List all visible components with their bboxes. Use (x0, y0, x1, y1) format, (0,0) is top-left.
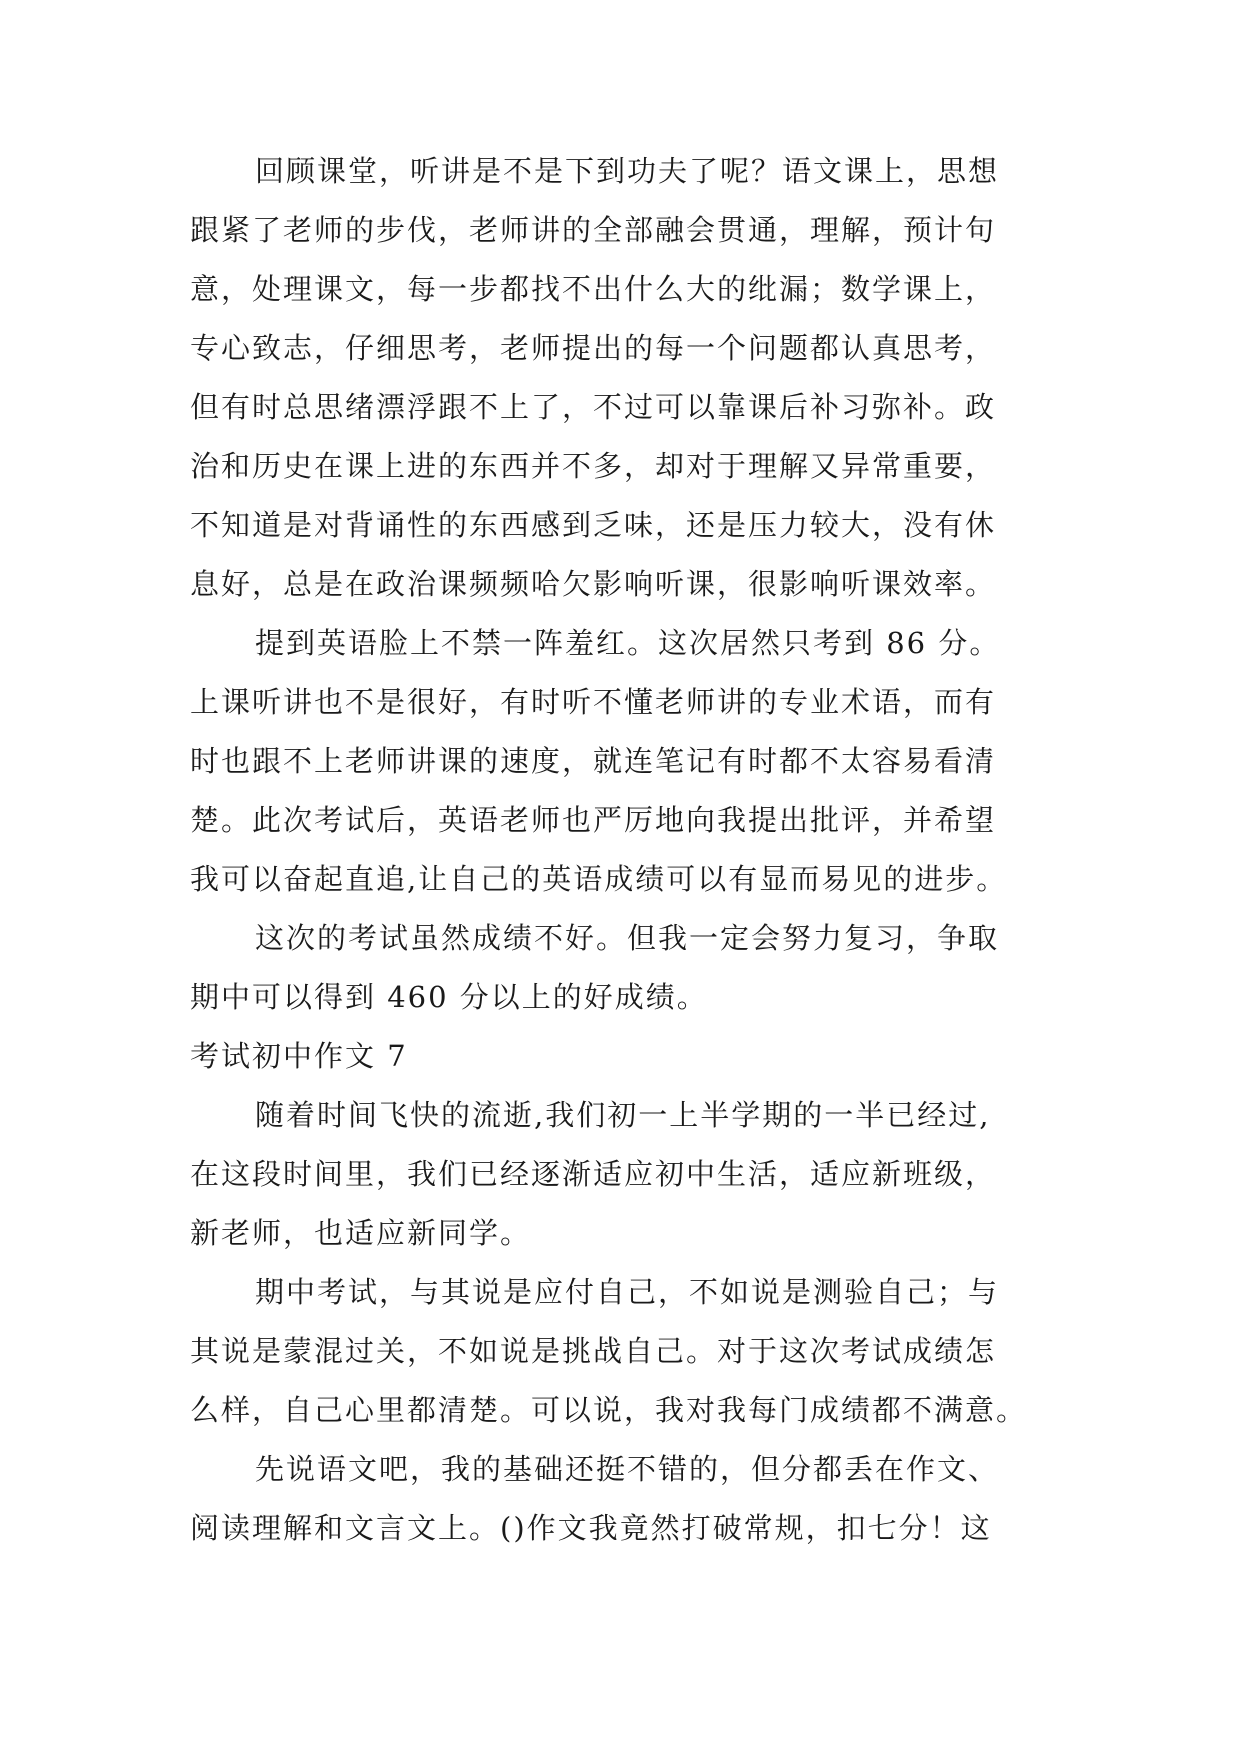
paragraph-line: 这次的考试虽然成绩不好。但我一定会努力复习，争取 (255, 921, 1000, 955)
paragraph-line: 楚。此次考试后，英语老师也严厉地向我提出批评，并希望 (190, 803, 997, 837)
paragraph-line: 阅读理解和文言文上。()作文我竟然打破常规，扣七分！这 (190, 1511, 992, 1545)
paragraph-line: 提到英语脸上不禁一阵羞红。这次居然只考到 86 分。 (255, 626, 1001, 660)
paragraph-line: 跟紧了老师的步伐，老师讲的全部融会贯通，理解，预计句 (190, 213, 997, 247)
section-heading: 考试初中作文 7 (190, 1039, 408, 1073)
paragraph-line: 其说是蒙混过关，不如说是挑战自己。对于这次考试成绩怎 (190, 1334, 997, 1368)
paragraph-line: 期中考试，与其说是应付自己，不如说是测验自己；与 (255, 1275, 1000, 1309)
paragraph-line: 但有时总思绪漂浮跟不上了，不过可以靠课后补习弥补。政 (190, 390, 997, 424)
paragraph-line: 我可以奋起直追,让自己的英语成绩可以有显而易见的进步。 (190, 862, 1008, 896)
paragraph-line: 息好，总是在政治课频频哈欠影响听课，很影响听课效率。 (190, 567, 997, 601)
paragraph-line: 治和历史在课上进的东西并不多，却对于理解又异常重要， (190, 449, 997, 483)
paragraph-line: 上课听讲也不是很好，有时听不懂老师讲的专业术语，而有 (190, 685, 997, 719)
paragraph-line: 在这段时间里，我们已经逐渐适应初中生活，适应新班级， (190, 1157, 997, 1191)
paragraph-line: 回顾课堂，听讲是不是下到功夫了呢？语文课上，思想 (255, 154, 1000, 188)
paragraph-line: 么样，自己心里都清楚。可以说，我对我每门成绩都不满意。 (190, 1393, 1028, 1427)
paragraph-line: 意，处理课文，每一步都找不出什么大的纰漏；数学课上， (190, 272, 997, 306)
paragraph-line: 期中可以得到 460 分以上的好成绩。 (190, 980, 708, 1014)
paragraph-line: 专心致志，仔细思考，老师提出的每一个问题都认真思考， (190, 331, 997, 365)
paragraph-line: 先说语文吧，我的基础还挺不错的，但分都丢在作文、 (255, 1452, 1000, 1486)
paragraph-line: 时也跟不上老师讲课的速度，就连笔记有时都不太容易看清 (190, 744, 997, 778)
paragraph-line: 随着时间飞快的流逝,我们初一上半学期的一半已经过, (255, 1098, 991, 1132)
paragraph-line: 不知道是对背诵性的东西感到乏味，还是压力较大，没有休 (190, 508, 997, 542)
paragraph-line: 新老师，也适应新同学。 (190, 1216, 532, 1250)
